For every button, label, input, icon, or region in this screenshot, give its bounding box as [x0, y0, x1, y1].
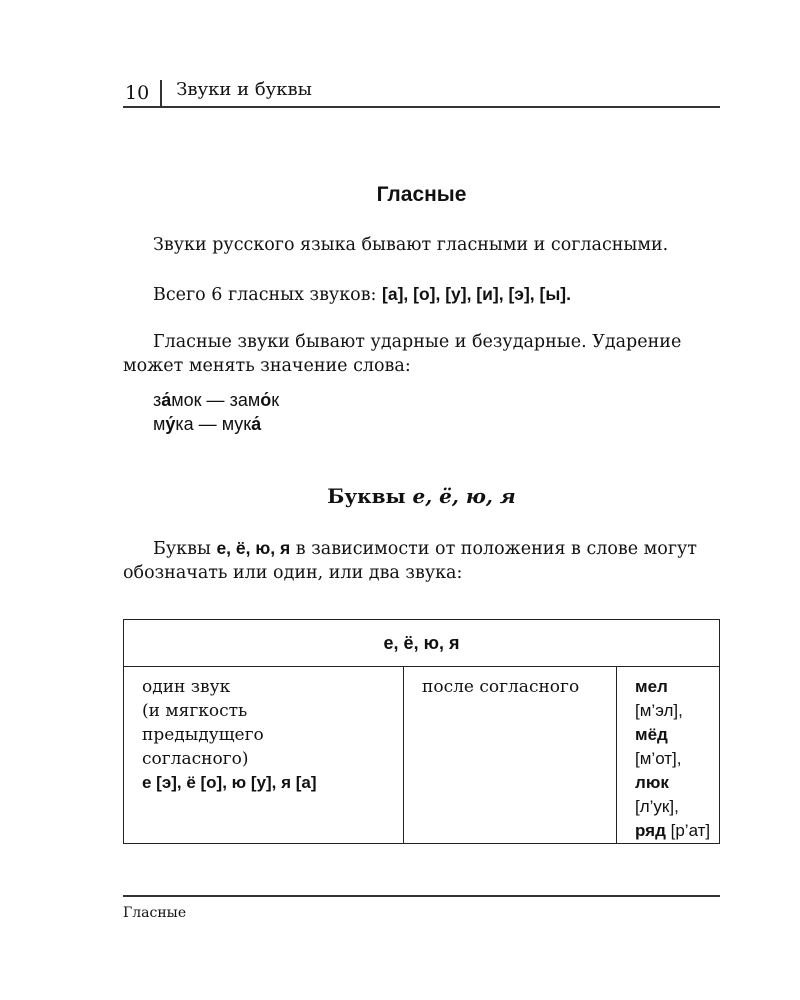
stressed-letter: а́	[161, 390, 172, 410]
table-row	[124, 667, 720, 844]
example-word: мел [м’эл],	[635, 677, 683, 720]
running-head: Звуки и буквы	[176, 79, 312, 100]
section-title-vowels: Гласные	[376, 183, 467, 206]
table-cell-examples	[617, 667, 720, 844]
paragraph-stress: Гласные звуки бывают ударные и безударные. Ударение может менять значение слова:	[123, 332, 682, 376]
section-title-letters: Буквы е, ё, ю, я	[327, 484, 516, 508]
title-letters: е, ё, ю, я	[412, 484, 516, 508]
table-header: е, ё, ю, я	[124, 620, 720, 667]
example-muka: му́ка — мука́	[153, 414, 262, 434]
letters-bold: е, ё, ю, я	[216, 538, 291, 558]
table-cell-after-consonant: после согласного	[404, 667, 617, 844]
paragraph-sounds: Звуки русского языка бывают гласными и согласными.	[153, 235, 669, 255]
letters-table	[123, 619, 720, 844]
paragraph-vowel-count	[123, 282, 720, 307]
stressed-letter: а́	[251, 414, 262, 434]
vowel-count-text: Всего 6 гласных звуков:	[153, 285, 383, 305]
footer-divider	[123, 895, 720, 897]
stressed-letter: о́	[260, 390, 272, 410]
stressed-letter: у́	[165, 414, 176, 434]
page-footer: Гласные	[123, 905, 187, 921]
page-number: 10	[123, 80, 162, 106]
page-header	[123, 78, 720, 108]
paragraph-letters: Буквы е, ё, ю, я в зависимости от положения в слове могут обозначать или один, или два звука:	[123, 538, 697, 583]
table-cell-one-sound: один звук (и мягкость предыдущего согласного) е [э], ё [о], ю [у], я [а]	[124, 667, 404, 844]
vowel-list: [а], [о], [у], [и], [э], [ы].	[382, 284, 571, 304]
example-zamok: за́мок — замо́к	[153, 390, 280, 410]
example-word: ряд [р’ат]	[635, 821, 711, 840]
example-word: мёд [м’от],	[635, 725, 682, 768]
letter-sound-pairs: е [э], ё [о], ю [у], я [а]	[142, 773, 317, 792]
example-word: люк [л’ук],	[635, 773, 679, 816]
